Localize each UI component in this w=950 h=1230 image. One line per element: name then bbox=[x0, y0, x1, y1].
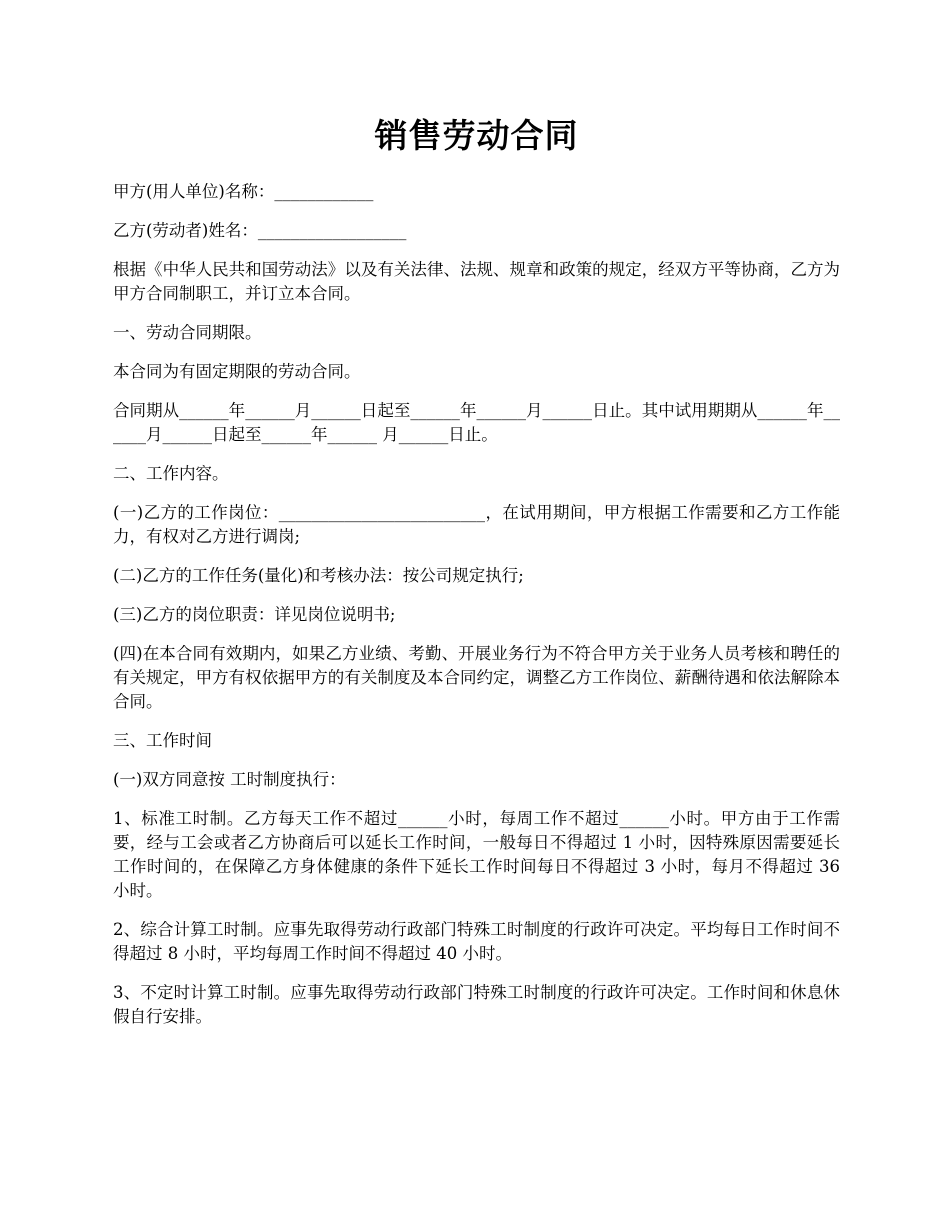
adjustment-clause-paragraph: (四)在本合同有效期内，如果乙方业绩、考勤、开展业务行为不符合甲方关于业务人员考核和聘任的有关规定，甲方有权依据甲方的有关制度及本合同约定，调整乙方工作岗位、薪酬待遇和依法解除本合同。 bbox=[113, 644, 840, 711]
party-b-name: 乙方(劳动者)姓名：__________________ bbox=[113, 221, 407, 240]
party-a-name: 甲方(用人单位)名称：____________ bbox=[113, 182, 374, 201]
document-title: 销售劳动合同 bbox=[374, 116, 579, 155]
section-heading-working-hours: 三、工作时间 bbox=[113, 731, 212, 750]
section-heading-work-content: 二、工作内容。 bbox=[113, 464, 229, 483]
flexible-hours-paragraph: 3、不定时计算工时制。应事先取得劳动行政部门特殊工时制度的行政许可决定。工作时间和休息休假自行安排。 bbox=[113, 983, 840, 1026]
preamble-paragraph: 根据《中华人民共和国劳动法》以及有关法律、法规、规章和政策的规定，经双方平等协商，乙方为甲方合同制职工，并订立本合同。 bbox=[113, 260, 840, 303]
contract-type-paragraph: 本合同为有固定期限的劳动合同。 bbox=[113, 362, 361, 381]
job-duties-paragraph: (三)乙方的岗位职责：详见岗位说明书; bbox=[113, 605, 396, 624]
contract-period-paragraph: 合同期从______年______月______日起至______年______月______日止。其中试用期期从______年______月______日起至______年______ 月______日止。 bbox=[113, 401, 840, 444]
hours-system-paragraph: (一)双方同意按 工时制度执行： bbox=[113, 770, 346, 789]
section-heading-term: 一、劳动合同期限。 bbox=[113, 323, 262, 342]
comprehensive-hours-paragraph: 2、综合计算工时制。应事先取得劳动行政部门特殊工时制度的行政许可决定。平均每日工作时间不得超过 8 小时，平均每周工作时间不得超过 40 小时。 bbox=[113, 920, 840, 963]
document-page bbox=[113, 112, 840, 1044]
standard-hours-paragraph: 1、标准工时制。乙方每天工作不超过______小时，每周工作不超过______小时。甲方由于工作需要，经与工会或者乙方协商后可以延长工作时间，一般每日不得超过 1 小时，因特殊原因需要延长工作时间的，在保障乙方身体健康的条件下延长工作时间每日不得超过 3 小时，每月不得超过 36 小时。 bbox=[113, 809, 840, 900]
job-tasks-paragraph: (二)乙方的工作任务(量化)和考核办法：按公司规定执行; bbox=[113, 566, 524, 585]
job-position-paragraph: (一)乙方的工作岗位：_________________________，在试用期间，甲方根据工作需要和乙方工作能力，有权对乙方进行调岗; bbox=[113, 503, 840, 546]
